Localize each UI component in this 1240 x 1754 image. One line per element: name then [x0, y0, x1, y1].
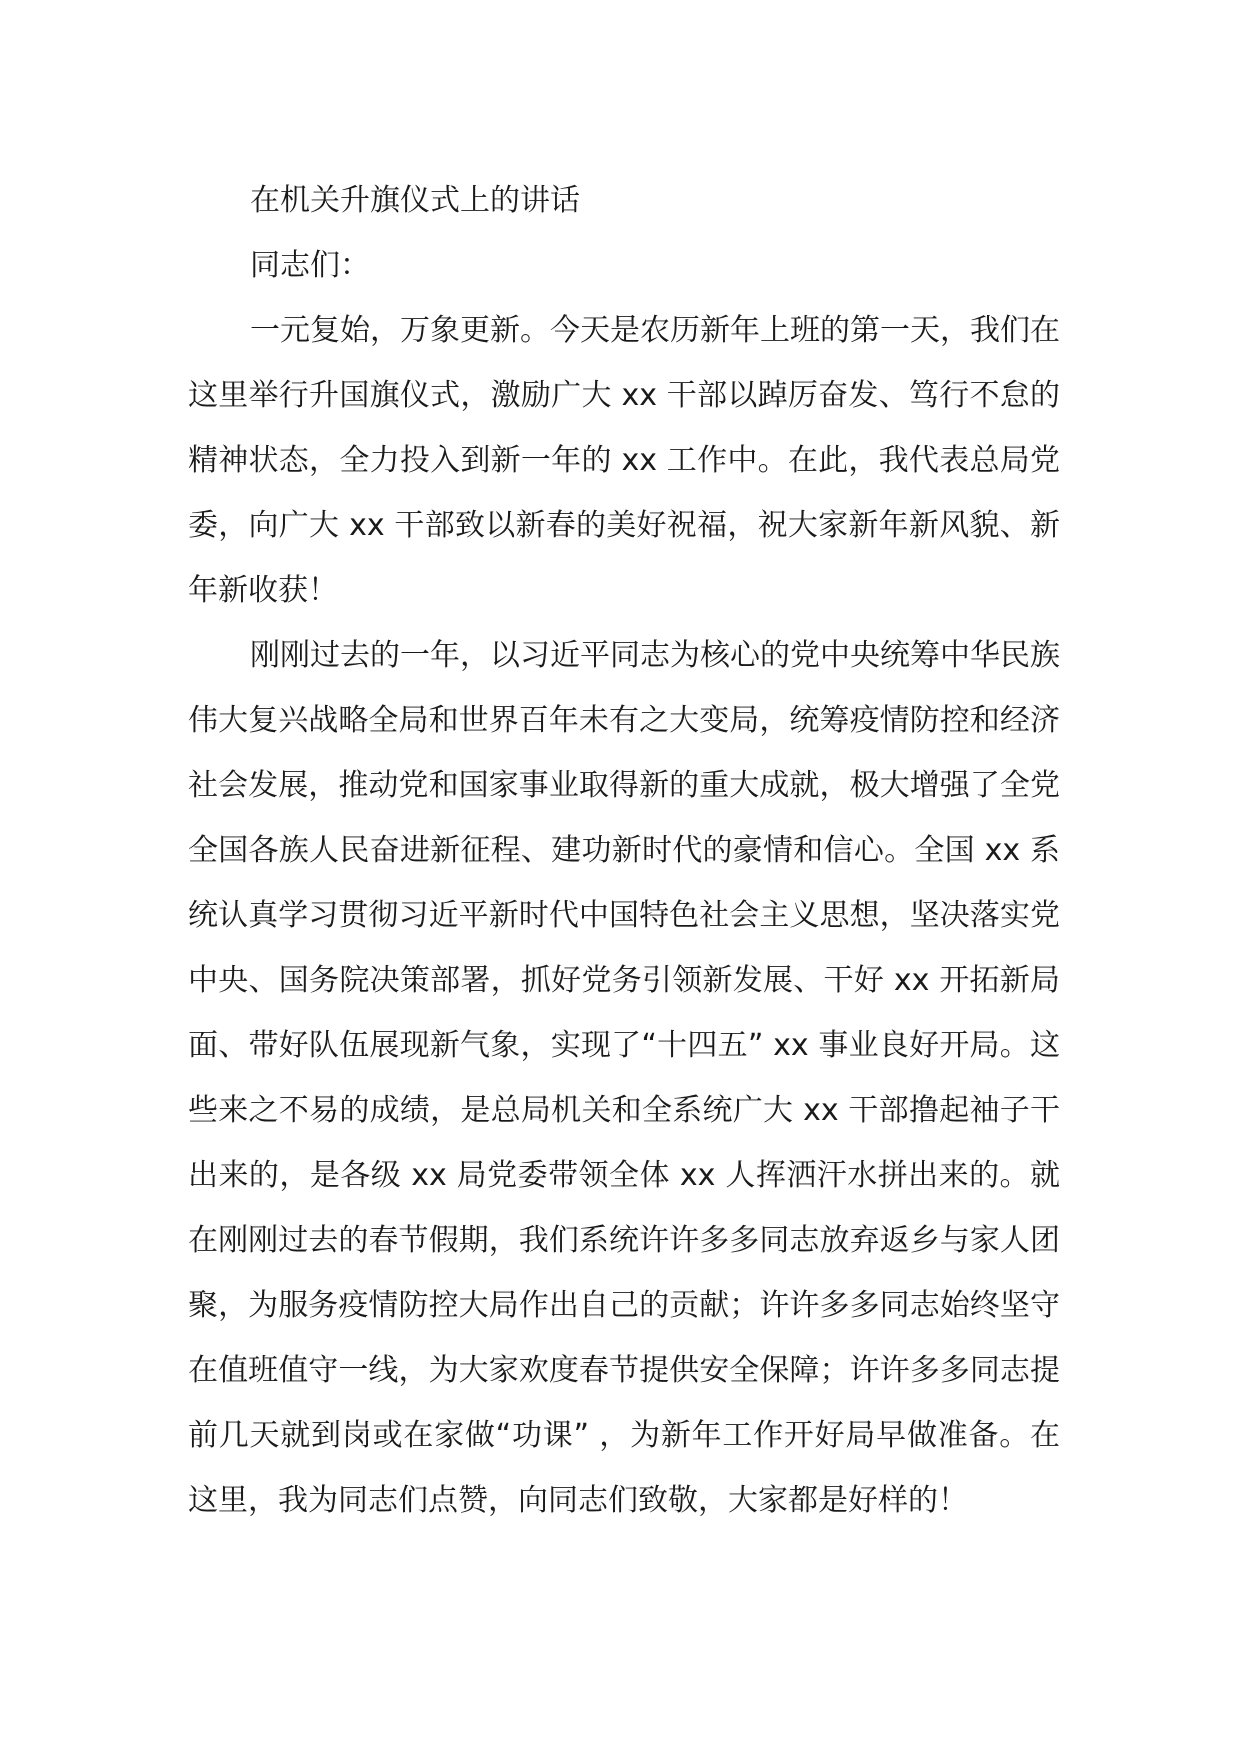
paragraph-1: 一元复始，万象更新。今天是农历新年上班的第一天，我们在这里举行升国旗仪式，激励广大 xx 干部以踔厉奋发、笃行不怠的精神状态，全力投入到新一年的 xx 工作中。在此，我代表总局党委，向广大 xx 干部致以新春的美好祝福，祝大家新年新风貌、新年新收获！ — [188, 313, 1060, 608]
greeting-line: 同志们： — [250, 248, 370, 283]
document-body — [188, 168, 1060, 1533]
document-title: 在机关升旗仪式上的讲话 — [250, 183, 580, 218]
paragraph-2: 刚刚过去的一年，以习近平同志为核心的党中央统筹中华民族伟大复兴战略全局和世界百年未有之大变局，统筹疫情防控和经济社会发展，推动党和国家事业取得新的重大成就，极大增强了全党全国各族人民奋进新征程、建功新时代的豪情和信心。全国 xx 系统认真学习贯彻习近平新时代中国特色社会主义思想，坚决落实党中央、国务院决策部署，抓好党务引领新发展、干好 xx 开拓新局面、带好队伍展现新气象，实现了“十四五” xx 事业良好开局。这些来之不易的成绩，是总局机关和全系统广大 xx 干部撸起袖子干出来的，是各级 xx 局党委带领全体 xx 人挥洒汗水拼出来的。就在刚刚过去的春节假期，我们系统许许多多同志放弃返乡与家人团聚，为服务疫情防控大局作出自己的贡献；许许多多同志始终坚守在值班值守一线，为大家欢度春节提供安全保障；许许多多同志提前几天就到岗或在家做“功课” ，为新年工作开好局早做准备。在这里，我为同志们点赞，向同志们致敬，大家都是好样的！ — [188, 638, 1060, 1518]
